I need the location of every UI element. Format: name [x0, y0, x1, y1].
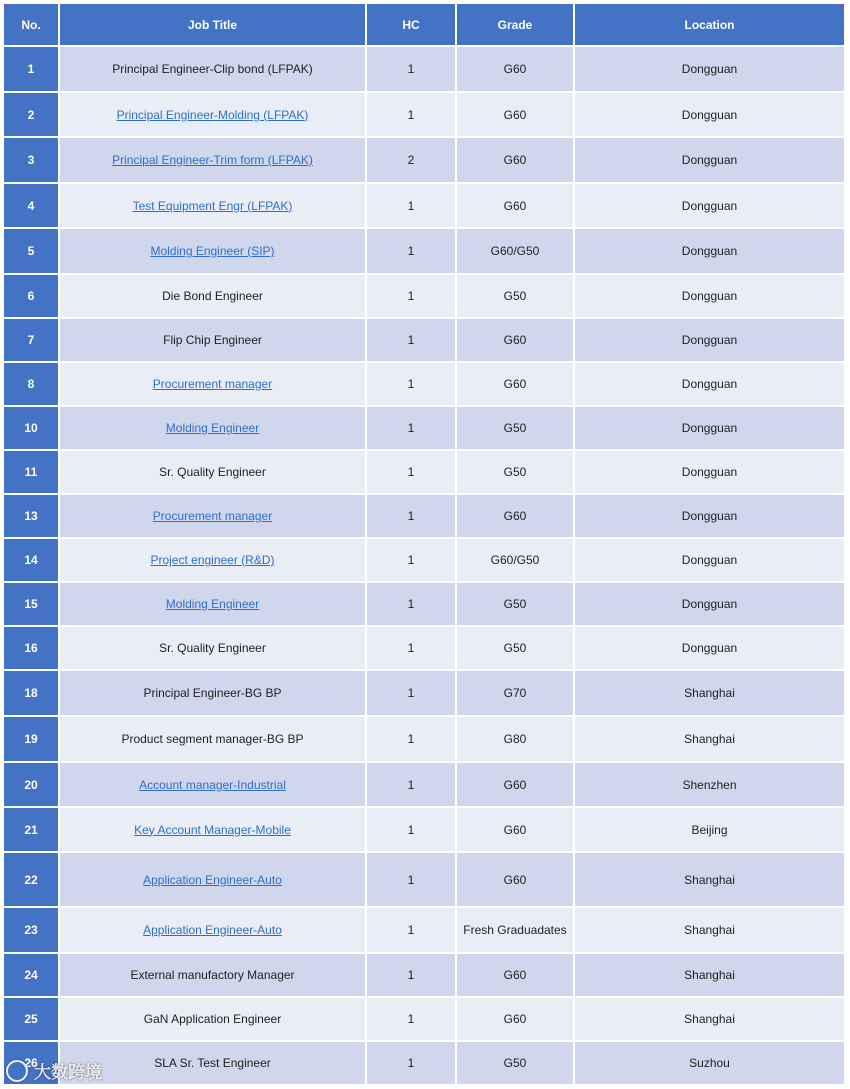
cell-hc: 1	[367, 184, 455, 227]
cell-grade: G60	[457, 954, 573, 996]
cell-hc: 1	[367, 808, 455, 851]
table-row	[4, 671, 844, 715]
cell-location: Dongguan	[575, 407, 844, 449]
job-title-link[interactable]: Account manager-Industrial	[139, 777, 286, 792]
cell-job-title	[60, 495, 365, 537]
cell-hc: 1	[367, 539, 455, 581]
cell-grade: G60	[457, 763, 573, 806]
cell-hc: 1	[367, 319, 455, 361]
cell-location: Dongguan	[575, 627, 844, 669]
cell-location: Dongguan	[575, 275, 844, 317]
table-row	[4, 47, 844, 91]
job-title-text: External manufactory Manager	[130, 968, 295, 982]
cell-job-title	[60, 229, 365, 273]
cell-hc: 1	[367, 583, 455, 625]
cell-location: Shanghai	[575, 908, 844, 952]
cell-hc: 1	[367, 998, 455, 1040]
table-row	[4, 319, 844, 361]
cell-grade: G80	[457, 717, 573, 761]
table-row	[4, 93, 844, 136]
cell-location: Beijing	[575, 808, 844, 851]
cell-no: 14	[4, 539, 58, 581]
cell-no: 22	[4, 853, 58, 906]
cell-job-title	[60, 275, 365, 317]
cell-job-title	[60, 808, 365, 851]
header-grade: Grade	[457, 4, 573, 45]
cell-hc: 1	[367, 671, 455, 715]
cell-job-title	[60, 671, 365, 715]
cell-location: Dongguan	[575, 539, 844, 581]
cell-no: 10	[4, 407, 58, 449]
table-row	[4, 954, 844, 996]
table-row	[4, 229, 844, 273]
cell-hc: 1	[367, 275, 455, 317]
cell-hc: 1	[367, 363, 455, 405]
cell-grade: G60	[457, 495, 573, 537]
cell-job-title	[60, 954, 365, 996]
cell-job-title	[60, 627, 365, 669]
job-title-link[interactable]: Test Equipment Engr (LFPAK)	[132, 198, 293, 213]
cell-location: Dongguan	[575, 363, 844, 405]
table-row	[4, 184, 844, 227]
job-title-text: Principal Engineer-Clip bond (LFPAK)	[112, 62, 313, 76]
job-title-link[interactable]: Molding Engineer	[165, 421, 260, 435]
cell-location: Shenzhen	[575, 763, 844, 806]
cell-grade: G60	[457, 47, 573, 91]
cell-grade: G60/G50	[457, 229, 573, 273]
job-title-text: Sr. Quality Engineer	[159, 465, 266, 479]
table-row	[4, 583, 844, 625]
cell-no: 4	[4, 184, 58, 227]
cell-grade: G60	[457, 808, 573, 851]
cell-job-title	[60, 1042, 365, 1084]
table-row	[4, 1042, 844, 1084]
table-row	[4, 539, 844, 581]
table-row	[4, 853, 844, 906]
job-table	[2, 2, 846, 1086]
cell-grade: G60	[457, 138, 573, 182]
cell-job-title	[60, 451, 365, 493]
job-title-link[interactable]: Procurement manager	[152, 377, 273, 391]
cell-hc: 1	[367, 763, 455, 806]
cell-location: Dongguan	[575, 47, 844, 91]
job-title-link[interactable]: Principal Engineer-Trim form (LFPAK)	[112, 153, 313, 167]
cell-grade: G60	[457, 998, 573, 1040]
cell-grade: G60/G50	[457, 539, 573, 581]
watermark-text: 大数跨境	[34, 1063, 102, 1082]
cell-job-title	[60, 407, 365, 449]
job-title-text: Flip Chip Engineer	[163, 333, 262, 347]
job-title-link[interactable]: Molding Engineer (SIP)	[150, 244, 275, 258]
cell-hc: 1	[367, 451, 455, 493]
cell-no: 3	[4, 138, 58, 182]
table-row	[4, 763, 844, 806]
cell-hc: 1	[367, 717, 455, 761]
cell-grade: G50	[457, 583, 573, 625]
cell-job-title	[60, 184, 365, 227]
cell-location: Shanghai	[575, 671, 844, 715]
table-row	[4, 363, 844, 405]
cell-no: 6	[4, 275, 58, 317]
table-row	[4, 717, 844, 761]
job-rows	[4, 47, 844, 1084]
cell-job-title	[60, 717, 365, 761]
cell-grade: G60	[457, 93, 573, 136]
table-row	[4, 908, 844, 952]
cell-no: 11	[4, 451, 58, 493]
job-title-text: Sr. Quality Engineer	[159, 641, 266, 655]
cell-location: Dongguan	[575, 138, 844, 182]
job-title-text: GaN Application Engineer	[143, 1012, 282, 1026]
cell-hc: 1	[367, 853, 455, 906]
header-no: No.	[4, 4, 58, 45]
job-title-link[interactable]: Project engineer (R&D)	[150, 553, 275, 567]
table-row	[4, 495, 844, 537]
header-job-title: Job Title	[60, 4, 365, 45]
job-title-link[interactable]: Procurement manager	[152, 509, 273, 523]
cell-job-title	[60, 47, 365, 91]
job-title-link[interactable]: Key Account Manager-Mobile	[134, 822, 291, 837]
table-row	[4, 451, 844, 493]
cell-job-title	[60, 763, 365, 806]
cell-location: Dongguan	[575, 495, 844, 537]
cell-hc: 1	[367, 229, 455, 273]
cell-location: Dongguan	[575, 583, 844, 625]
job-title-link[interactable]: Application Engineer-Auto	[143, 923, 282, 937]
cell-job-title	[60, 93, 365, 136]
cell-grade: G60	[457, 363, 573, 405]
cell-location: Suzhou	[575, 1042, 844, 1084]
cell-no: 2	[4, 93, 58, 136]
cell-job-title	[60, 138, 365, 182]
cell-job-title	[60, 363, 365, 405]
table-row	[4, 627, 844, 669]
cell-grade: G60	[457, 319, 573, 361]
cell-no: 8	[4, 363, 58, 405]
job-title-link[interactable]: Principal Engineer-Molding (LFPAK)	[116, 107, 309, 122]
cell-no: 7	[4, 319, 58, 361]
cell-grade: G50	[457, 407, 573, 449]
cell-hc: 1	[367, 495, 455, 537]
header-hc: HC	[367, 4, 455, 45]
cell-grade: G50	[457, 275, 573, 317]
cell-hc: 1	[367, 1042, 455, 1084]
job-title-text: SLA Sr. Test Engineer	[154, 1056, 271, 1070]
cell-grade: G50	[457, 627, 573, 669]
job-title-text: Product segment manager-BG BP	[121, 732, 304, 746]
cell-no: 15	[4, 583, 58, 625]
job-title-text: Die Bond Engineer	[162, 289, 263, 303]
table-row	[4, 998, 844, 1040]
cell-hc: 1	[367, 47, 455, 91]
cell-grade: G50	[457, 1042, 573, 1084]
cell-location: Dongguan	[575, 451, 844, 493]
table-row	[4, 138, 844, 182]
cell-no: 24	[4, 954, 58, 996]
cell-location: Dongguan	[575, 319, 844, 361]
cell-no: 1	[4, 47, 58, 91]
cell-grade: G50	[457, 451, 573, 493]
cell-job-title	[60, 319, 365, 361]
cell-no: 21	[4, 808, 58, 851]
cell-job-title	[60, 583, 365, 625]
job-title-link[interactable]: Application Engineer-Auto	[143, 872, 282, 887]
cell-no: 23	[4, 908, 58, 952]
table-row	[4, 808, 844, 851]
cell-job-title	[60, 998, 365, 1040]
job-title-link[interactable]: Molding Engineer	[165, 597, 260, 611]
cell-grade: G60	[457, 184, 573, 227]
cell-grade: G60	[457, 853, 573, 906]
cell-hc: 1	[367, 627, 455, 669]
cell-job-title	[60, 853, 365, 906]
cell-location: Dongguan	[575, 93, 844, 136]
cell-location: Shanghai	[575, 954, 844, 996]
cell-no: 25	[4, 998, 58, 1040]
cell-location: Shanghai	[575, 998, 844, 1040]
cell-no: 13	[4, 495, 58, 537]
cell-no: 20	[4, 763, 58, 806]
table-row	[4, 407, 844, 449]
cell-location: Shanghai	[575, 853, 844, 906]
job-title-text: Principal Engineer-BG BP	[143, 686, 282, 700]
cell-no: 19	[4, 717, 58, 761]
cell-hc: 1	[367, 407, 455, 449]
header-row	[4, 4, 844, 45]
cell-location: Dongguan	[575, 229, 844, 273]
header-location: Location	[575, 4, 844, 45]
cell-no: 26	[4, 1042, 58, 1084]
cell-job-title	[60, 539, 365, 581]
cell-hc: 2	[367, 138, 455, 182]
cell-hc: 1	[367, 93, 455, 136]
cell-job-title	[60, 908, 365, 952]
cell-no: 16	[4, 627, 58, 669]
cell-no: 5	[4, 229, 58, 273]
cell-hc: 1	[367, 908, 455, 952]
table-row	[4, 275, 844, 317]
cell-grade: G70	[457, 671, 573, 715]
cell-location: Shanghai	[575, 717, 844, 761]
cell-no: 18	[4, 671, 58, 715]
cell-hc: 1	[367, 954, 455, 996]
cell-grade: Fresh Graduadates	[457, 908, 573, 952]
cell-location: Dongguan	[575, 184, 844, 227]
